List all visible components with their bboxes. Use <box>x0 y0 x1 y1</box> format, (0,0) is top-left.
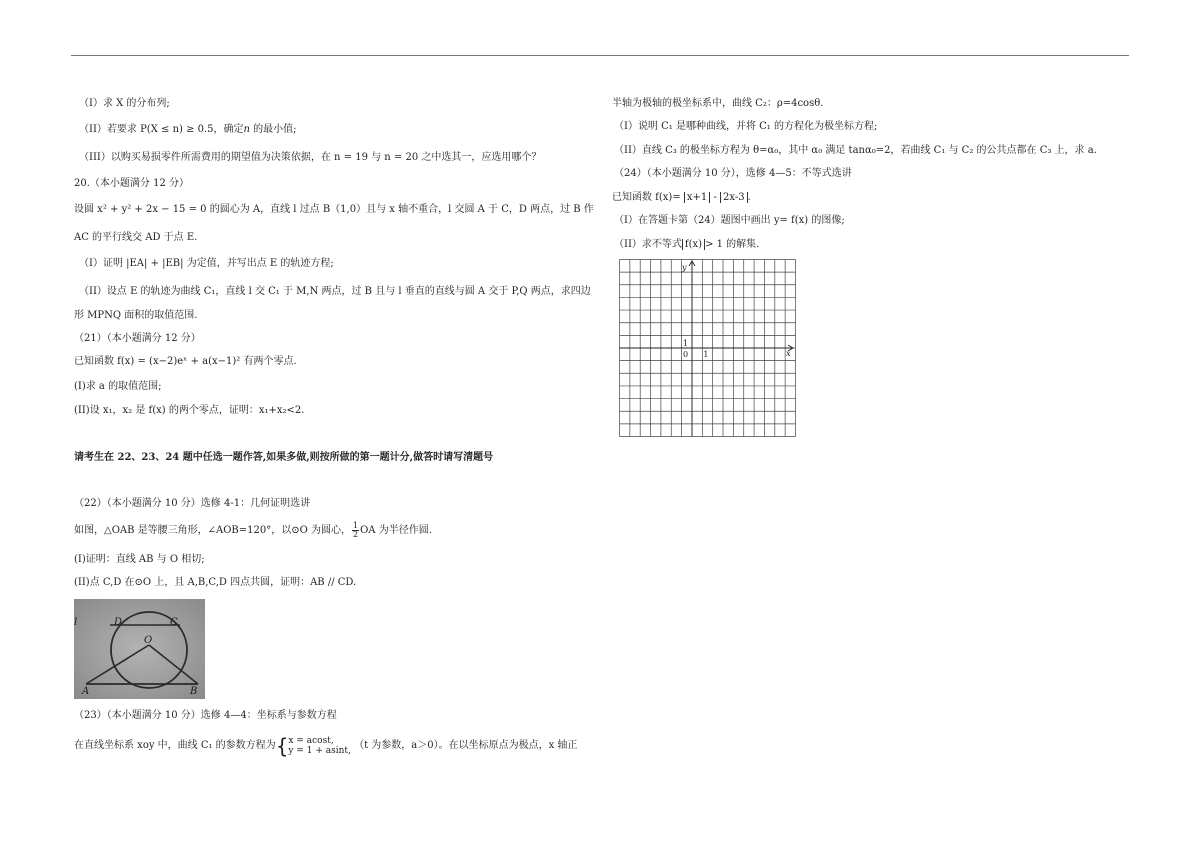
q19-part2: （II）若要求 P(X ≤ n) ≥ 0.5，确定n 的最小值; <box>79 124 297 135</box>
q23-cont: 半轴为极轴的极坐标系中，曲线 C₂：ρ=4cosθ. <box>612 98 824 109</box>
grid-svg <box>619 259 796 437</box>
q22-part1: (I)证明：直线 AB 与 O 相切; <box>74 554 205 565</box>
optional-notice: 请考生在 22、23、24 题中任选一题作答,如果多做,则按所做的第一题计分,做答时请写清题号 <box>74 452 494 463</box>
q20-part2: （II）设点 E 的轨迹为曲线 C₁，直线 l 交 C₁ 于 M,N 两点，过 B 且与 l 垂直的直线与圆 A 交于 P,Q 两点，求四边 <box>79 286 591 297</box>
q24-part1: （I）在答题卡第（24）题图中画出 y= f(x) 的图像; <box>614 215 845 226</box>
q21-line1: 已知函数 f(x) = (x−2)eˣ + a(x−1)² 有两个零点. <box>74 356 297 367</box>
x-axis-label: x <box>786 349 791 358</box>
q20-line1: 设圆 x² + y² + 2x − 15 = 0 的圆心为 A，直线 l 过点 B（1,0）且与 x 轴不重合，l 交圆 A 于 C，D 两点，过 B 作 <box>74 204 594 215</box>
q22-line1: 如图，△OAB 是等腰三角形，∠AOB=120°，以⊙O 为圆心， $\frac{1}{2}$ OA 为半径作圆. <box>74 521 432 539</box>
q20-part2-cont: 形 MPNQ 面积的取值范围. <box>74 310 198 321</box>
axes <box>620 261 794 436</box>
geometry-figure <box>74 599 205 699</box>
fraction-half: $\frac{1}{2}$ <box>353 521 359 539</box>
x-unit-label: 1 <box>703 350 709 359</box>
q19-part3: （III）以购买易损零件所需费用的期望值为决策依据，在 n = 19 与 n = 20 之中选其一，应选用哪个？ <box>79 152 542 163</box>
header-rule <box>71 55 1129 56</box>
q19-part1: （I）求 X 的分布列; <box>79 98 170 109</box>
q23-part1: （I）说明 C₁ 是哪种曲线，并将 C₁ 的方程化为极坐标方程; <box>614 121 878 132</box>
q21-part2: (II)设 x₁，x₂ 是 f(x) 的两个零点，证明：x₁+x₂<2. <box>74 405 305 416</box>
label-l: l <box>74 617 78 628</box>
q20-part1: （I）证明 |EA| + |EB| 为定值，并写出点 E 的轨迹方程; <box>79 258 334 269</box>
label-b: B <box>190 686 198 697</box>
label-a: A <box>82 686 90 697</box>
q23-part2: （II）直线 C₃ 的极坐标方程为 θ=α₀，其中 α₀ 满足 tanα₀=2，若曲线 C₁ 与 C₂ 的公共点都在 C₃ 上，求 a. <box>614 145 1097 156</box>
q23-line1: 在直线坐标系 xoy 中，曲线 C₁ 的参数方程为{ x = acost, y = 1 + asint, （t 为参数，a＞0）。在以坐标原点为极点，x 轴正 <box>74 733 578 758</box>
label-d: D <box>114 617 123 628</box>
q24-line1: 已知函数 f(x)= x+1 - 2x-3 . <box>612 192 751 203</box>
y-unit-label: 1 <box>682 339 689 348</box>
q23-title: （23）（本小题满分 10 分）选修 4—4：坐标系与参数方程 <box>74 710 337 721</box>
brace: { <box>275 733 289 758</box>
q20-line2: AC 的平行线交 AD 于点 E. <box>74 232 198 243</box>
q24-title: （24）（本小题满分 10 分），选修 4—5：不等式选讲 <box>614 168 852 179</box>
label-o: O <box>144 635 153 646</box>
parametric-system: x = acost, y = 1 + asint, <box>288 735 351 756</box>
circle-triangle-diagram <box>74 599 205 699</box>
q22-title: （22）（本小题满分 10 分）选修 4-1：几何证明选讲 <box>74 498 311 509</box>
q24-part2: （II）求不等式 f(x) > 1 的解集. <box>614 239 760 250</box>
origin-label: 0 <box>682 350 689 359</box>
q20-title: 20.（本小题满分 12 分） <box>74 178 189 189</box>
coordinate-grid <box>619 259 796 437</box>
y-axis-label: y <box>681 263 687 272</box>
q21-title: （21）（本小题满分 12 分） <box>74 333 201 344</box>
q21-part1: (I)求 a 的取值范围; <box>74 381 162 392</box>
label-c: C <box>170 617 178 628</box>
q22-part2: (II)点 C,D 在⊙O 上，且 A,B,C,D 四点共圆，证明：AB // CD. <box>74 577 357 588</box>
